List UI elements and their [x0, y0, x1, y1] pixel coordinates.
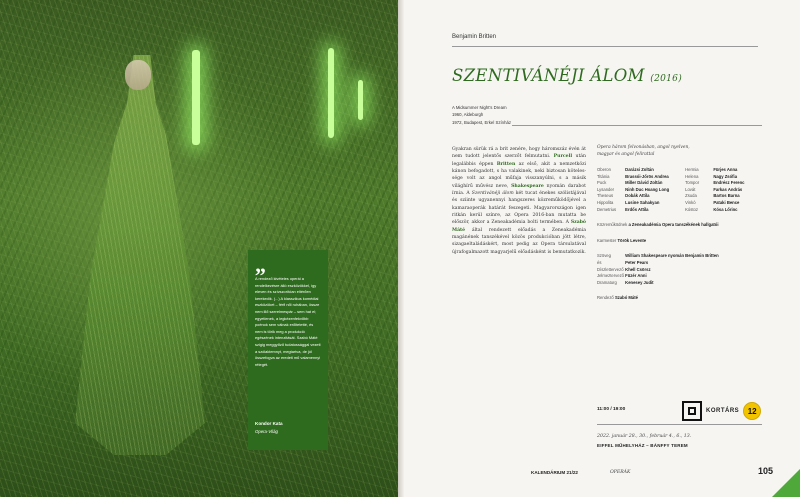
footer-publication: KALENDÁRIUM 21/22 — [531, 470, 578, 475]
credit-role: Demetrius — [597, 206, 617, 212]
credit-name: Török Levente — [617, 237, 647, 243]
conductor-credit — [597, 238, 757, 245]
genre-line — [597, 144, 757, 158]
footer-section: OPERÁK — [610, 470, 631, 475]
stage-photo — [0, 0, 398, 497]
credit-role: és — [597, 259, 602, 265]
credit-name: Lusine Sahakyan — [625, 199, 660, 205]
credit-role: Rendező — [597, 295, 614, 301]
credit-name: Erdős Attila — [625, 206, 649, 212]
credit-role: Theseus — [597, 193, 614, 199]
credit-role: Jelmeztervező — [597, 273, 624, 279]
divider — [452, 46, 758, 47]
credit-name: Fürjes Anna — [713, 167, 738, 172]
credit-role: Tompor — [685, 180, 700, 186]
venue-logo-text: KORTÁRS — [706, 408, 740, 414]
credit-name: William Shakespeare nyomán Benjamin Britten — [625, 253, 719, 259]
performer-head — [125, 60, 151, 90]
credit-name: a Zeneakadémia Opera tanszékének hallgatói — [628, 222, 719, 228]
credit-role: Lysander — [597, 186, 615, 192]
premiere-info — [452, 104, 511, 126]
credit-name: Dobák Attila — [625, 193, 650, 199]
credit-role: Titánia — [597, 173, 610, 179]
credit-role: Lovát — [685, 186, 696, 192]
credit-name: Miller Dávid Zoltán — [625, 180, 663, 186]
credit-role: Hermia — [685, 167, 699, 172]
credit-name: Pataki Bence — [713, 199, 740, 205]
credit-role: Oberon — [597, 167, 611, 172]
cast-list — [597, 167, 757, 213]
venue-name: EIFFEL MŰHELYHÁZ – BÁNFFY TEREM — [597, 443, 688, 448]
credit-name: Peter Pears — [625, 259, 649, 265]
page-number: 105 — [758, 466, 774, 476]
credit-name: Farkas András — [713, 186, 743, 192]
stage-light — [358, 80, 363, 120]
credit-role: Szöveg — [597, 253, 611, 259]
cast-row — [597, 200, 669, 207]
performance-dates: 2022. január 28., 30., február 4., 6., 13. — [597, 434, 692, 439]
cast-row — [597, 273, 757, 280]
credit-role: Vinkó — [685, 199, 696, 205]
premiere-year: (2016) — [650, 74, 683, 84]
credit-role: Karmester — [597, 237, 617, 243]
credit-role: Közreműködnek — [597, 222, 628, 228]
page-corner-tab — [772, 469, 800, 497]
cast-row — [597, 260, 757, 267]
cast-row — [597, 180, 669, 187]
cast-row — [597, 174, 669, 181]
credit-role: Díszlettervező — [597, 266, 624, 272]
performer-figure — [75, 55, 205, 455]
review-quote-box — [248, 250, 328, 450]
credit-name: Endrész Ferenc — [713, 180, 745, 186]
credit-name: Brassói-Jőrös Andrea — [625, 173, 669, 179]
credit-role: Dramaturg — [597, 279, 617, 285]
cast-row — [685, 193, 744, 200]
cast-row — [597, 253, 757, 260]
credit-role: Helena — [685, 173, 699, 179]
show-time: 11:00 / 19:00 — [597, 407, 626, 412]
quote-mark: „ — [255, 252, 266, 277]
quote-source: Opera-Világ — [255, 429, 278, 434]
credit-name: Szabó Máté — [614, 295, 638, 301]
cast-column-right — [685, 167, 744, 213]
hungarian-premiere: 1972, Budapest, Erkel Színház — [452, 119, 512, 125]
venue-square-icon — [682, 401, 702, 421]
opera-title — [452, 66, 682, 85]
cast-row — [685, 187, 744, 194]
cast-row — [685, 200, 744, 207]
cast-row — [685, 174, 744, 181]
cast-column-left — [597, 167, 669, 213]
cast-row — [597, 207, 669, 214]
kortars-venue-logo — [682, 401, 761, 421]
credit-name: Darázsi Zoltán — [625, 167, 654, 172]
credit-role: Kóstoz — [685, 206, 698, 212]
quote-author: Kondor Kata — [255, 421, 283, 426]
cast-row — [685, 180, 744, 187]
credit-name: Bartos Barna — [713, 193, 740, 199]
original-title: A Midsummer Night's Dream — [452, 105, 507, 110]
stage-light — [328, 48, 334, 138]
stage-light — [192, 50, 200, 145]
cast-row — [597, 193, 669, 200]
crew-list — [597, 253, 757, 286]
credit-role: Puck — [597, 180, 607, 186]
chorus-credit — [597, 222, 757, 229]
divider — [597, 424, 762, 425]
credits-column — [597, 144, 757, 302]
credit-name: Ninh Duc Hoang Long — [625, 186, 670, 192]
world-premiere: 1960, Aldeburgh — [452, 112, 484, 118]
quote-text: A rendező kivételes operái a rendelkezésre álló eszközökkel, így eleven és szívszorítóan eltérően kerekedik. (...) A klasszikus komédiai eszközöket – férfi női ruhában, össze nem illő szerelmespár – sem hat el; egyetlenek, a legkézenfekvőbb poénok sem válnak erőltetetté, és nem is törik meg a produkció egészének intenzitását. Szabó Máté szigig meggyőző tudatossággal vezeti a szólaktemnyt, megtartva, de jól összefogva az eredeti mű valamennyi rétegét. — [255, 276, 321, 367]
cast-row — [597, 187, 669, 194]
cast-row — [685, 207, 744, 214]
article-body: Gyakran sürük rá a brit zenére, hogy háromszáz évén át nem tudott jelentős szerzőt felmutatni. Purcell után legalábbis éppen Britten az első, akit a nemzetközi kánon befogadott, s ha valakinek, neki biztosan köteles-sége volt az angol műfaja visszanyúlni, s a másik világhírű művész neve, Shakespeare nyomán darabot írnia. A Szentivánéji álom két tucat énekes szólistájával és sziinte ugyanennyi hangszeres közreműködőjével a kamaraoperák határát feszegeti. Magyarországon igen ritkán kerül színre, az Opera 2016-ban mutatta be először, akkor a Zeneakadémia bolti termében. A Szabó Máté által rendezett előadás a Zeneakadémia magánének tanszékével közös produkcióban jött létre, sizagaeltaládáskért, most pedig az Opera társulatával újrafogalmazott magyarjelű előadásként is bemutatkozik. — [452, 147, 587, 255]
genre-line-2: magyar és angol felirattal — [597, 152, 655, 157]
right-page — [404, 0, 800, 497]
cast-row — [597, 267, 757, 274]
composer-name: Benjamin Britten — [452, 34, 497, 40]
cast-row — [597, 280, 757, 287]
credit-name: Nagy Zsófia — [713, 173, 738, 179]
credit-name: Khell Csörsz — [625, 266, 651, 272]
cast-row — [685, 167, 744, 174]
credit-role: Zsuda — [685, 193, 697, 199]
director-credit — [597, 295, 757, 302]
credit-name: Kósa Lőrinc — [713, 206, 738, 212]
credit-role: Hippolita — [597, 199, 614, 205]
cast-row — [597, 167, 669, 174]
credit-name: Füzér Anni — [625, 273, 647, 279]
divider — [512, 125, 762, 126]
age-rating-badge: 12 — [743, 402, 761, 420]
credit-name: Kenesey Judit — [625, 279, 654, 285]
genre-line-1: Opera három felvonásban, angol nyelven, — [597, 145, 690, 150]
title-text: SZENTIVÁNÉJI ÁLOM — [452, 66, 645, 85]
